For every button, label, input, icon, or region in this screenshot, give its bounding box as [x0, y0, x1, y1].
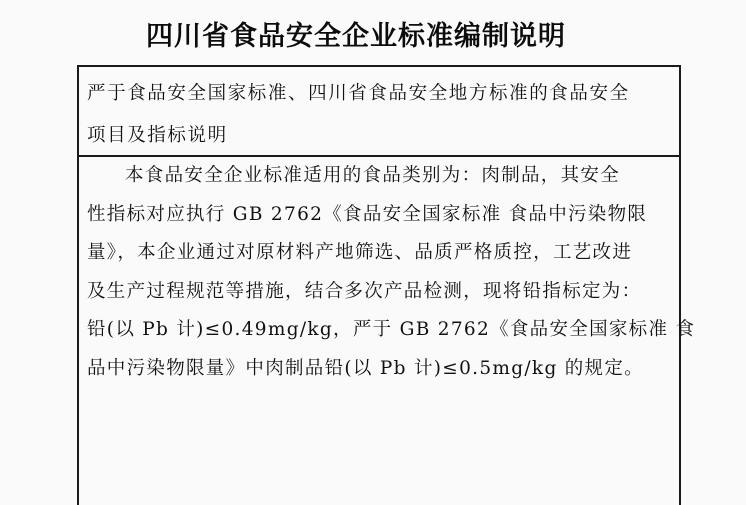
explanation-table — [77, 65, 696, 505]
body-paragraph-line: 性指标对应执行 GB 2762《食品安全国家标准 食品中污染物限 — [87, 203, 648, 225]
explanation-body-cell — [79, 157, 696, 389]
body-paragraph-line: 量》，本企业通过对原材料产地筛选、品质严格质控，工艺改进 — [87, 242, 633, 264]
section-header-cell — [79, 67, 679, 157]
body-paragraph-line: 铅(以 Pb 计)≤0.49mg/kg，严于 GB 2762《食品安全国家标准 食 — [87, 319, 696, 341]
body-paragraph-line: 及生产过程规范等措施，结合多次产品检测，现将铅指标定为： — [87, 280, 642, 302]
section-header-line: 项目及指标说明 — [87, 125, 228, 146]
section-header-line: 严于食品安全国家标准、四川省食品安全地方标准的食品安全 — [87, 83, 630, 104]
body-paragraph-line: 品中污染物限量》中肉制品铅(以 Pb 计)≤0.5mg/kg 的规定。 — [87, 357, 644, 379]
body-paragraph-line: 本食品安全企业标准适用的食品类别为：肉制品，其安全 — [125, 165, 621, 186]
document-title: 四川省食品安全企业标准编制说明 — [146, 21, 566, 52]
